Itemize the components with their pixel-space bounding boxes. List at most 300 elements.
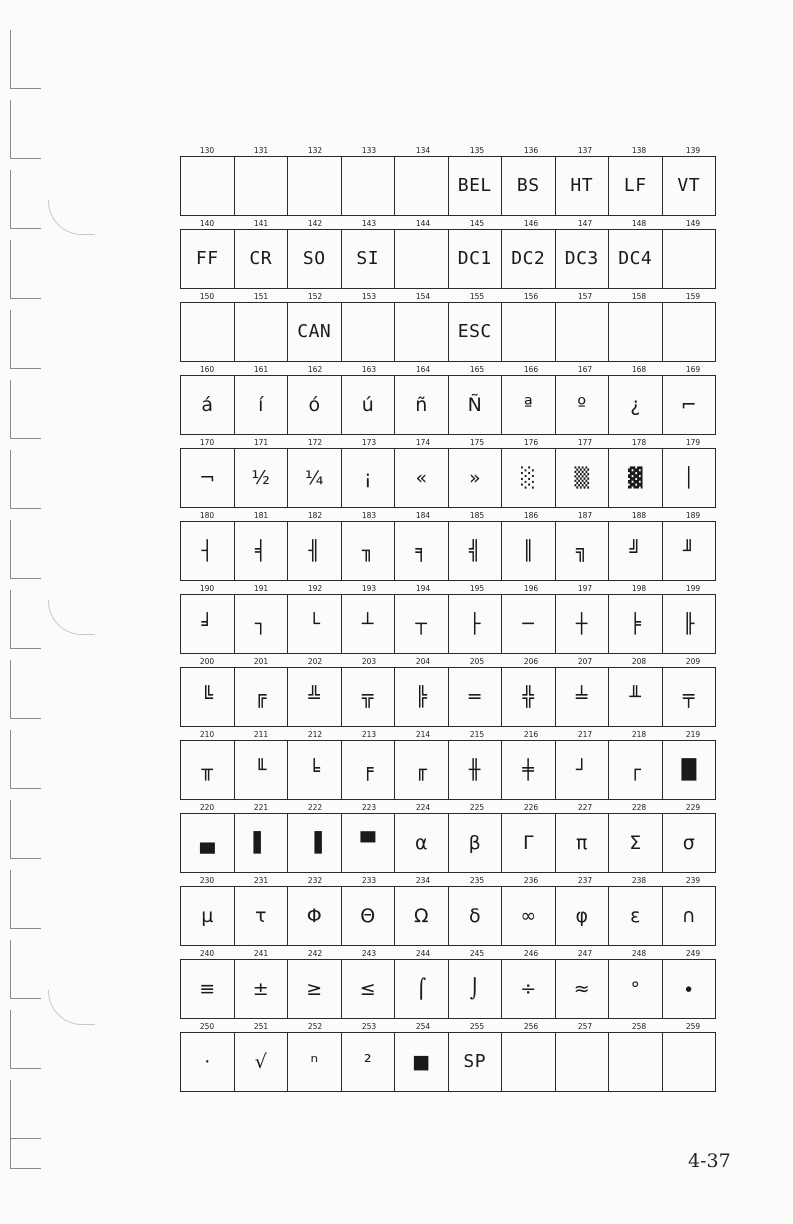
code-number: 145 [469,219,485,228]
character-cell [395,449,449,507]
character-cell [502,668,556,726]
character-cell [395,887,449,945]
character-cell [609,814,663,872]
character-cell [288,595,342,653]
character-cell [395,522,449,580]
character-glyph: ∙ [682,977,695,1000]
character-cell [342,668,396,726]
character-cell [235,157,289,215]
code-number: 191 [253,584,269,593]
code-group [180,291,722,364]
code-number: 131 [253,146,269,155]
code-group [180,364,722,437]
character-glyph: ▄ [199,831,215,854]
character-glyph: ⌐ [680,393,697,416]
code-number: 130 [199,146,215,155]
character-cell [288,303,342,361]
code-number: 177 [577,438,593,447]
character-glyph: ─ [522,612,534,635]
code-number: 246 [523,949,539,958]
code-number: 140 [199,219,215,228]
binder-hole [48,600,95,635]
character-cell [609,741,663,799]
code-number: 216 [523,730,539,739]
character-cell [556,303,610,361]
character-glyph: ╬ [522,685,534,708]
character-glyph: ≈ [573,977,590,1000]
index-tab [10,660,41,719]
code-number: 161 [253,365,269,374]
character-glyph: ⁿ [310,1050,319,1073]
character-glyph: τ [255,904,267,927]
code-number: 202 [307,657,323,666]
character-row [180,375,716,435]
character-glyph: ª [523,393,533,416]
code-number: 257 [577,1022,593,1031]
character-cell [181,814,235,872]
character-glyph: » [468,466,481,489]
code-number: 209 [685,657,701,666]
code-number: 136 [523,146,539,155]
character-cell [288,157,342,215]
character-cell [342,157,396,215]
character-cell [342,595,396,653]
character-glyph: DC1 [457,248,492,269]
character-glyph: CR [249,248,273,269]
code-number: 203 [361,657,377,666]
code-number: 206 [523,657,539,666]
code-number: 152 [307,292,323,301]
code-number: 253 [361,1022,377,1031]
character-cell [502,303,556,361]
character-cell [181,668,235,726]
code-number: 180 [199,511,215,520]
character-cell [181,449,235,507]
character-glyph: ± [252,977,269,1000]
code-number: 164 [415,365,431,374]
code-number: 225 [469,803,485,812]
character-cell [502,376,556,434]
character-cell [181,960,235,1018]
character-glyph: ╗ [576,539,588,562]
character-glyph: DC4 [618,248,653,269]
code-number: 149 [685,219,701,228]
character-cell [609,449,663,507]
character-cell [556,668,610,726]
character-cell [449,157,503,215]
character-glyph: ║ [522,539,534,562]
character-cell [502,449,556,507]
character-cell [663,668,717,726]
code-number: 258 [631,1022,647,1031]
character-glyph: CAN [297,321,332,342]
code-number: 135 [469,146,485,155]
code-group [180,729,722,802]
character-cell [342,449,396,507]
character-glyph: ÷ [520,977,537,1000]
character-cell [235,376,289,434]
character-cell [235,303,289,361]
code-group [180,218,722,291]
code-group [180,656,722,729]
character-glyph: ├ [469,612,481,635]
index-tab [10,30,41,89]
character-cell [502,157,556,215]
character-cell [235,595,289,653]
character-cell [449,741,503,799]
code-number: 230 [199,876,215,885]
character-cell [342,522,396,580]
code-number: 244 [415,949,431,958]
index-tab [10,730,41,789]
code-number: 220 [199,803,215,812]
code-number: 186 [523,511,539,520]
character-glyph: ╔ [255,685,267,708]
character-cell [342,230,396,288]
character-cell [663,230,717,288]
index-tab [10,800,41,859]
code-number: 241 [253,949,269,958]
character-glyph: δ [468,904,481,927]
character-glyph: ½ [251,466,270,489]
index-tab [10,380,41,439]
character-cell [663,595,717,653]
code-number: 173 [361,438,377,447]
code-number: 134 [415,146,431,155]
character-glyph: ñ [415,393,428,416]
code-number: 249 [685,949,701,958]
character-glyph: ┘ [576,758,588,781]
character-cell [663,157,717,215]
code-number: 251 [253,1022,269,1031]
character-glyph: ╫ [469,758,481,781]
character-glyph: ⌠ [416,977,427,1000]
code-number: 233 [361,876,377,885]
character-cell [663,376,717,434]
character-glyph: ≥ [306,977,323,1000]
character-cell [556,522,610,580]
code-number: 255 [469,1022,485,1031]
character-cell [235,814,289,872]
index-tabs [0,0,60,1224]
character-cell [235,887,289,945]
character-cell [609,376,663,434]
character-cell [395,1033,449,1091]
character-glyph: Σ [629,831,642,854]
character-cell [235,960,289,1018]
character-cell [502,814,556,872]
code-number: 150 [199,292,215,301]
character-cell [556,449,610,507]
character-cell [235,1033,289,1091]
character-glyph: ESC [457,321,492,342]
character-cell [288,814,342,872]
code-number: 188 [631,511,647,520]
character-glyph: ╩ [308,685,320,708]
character-cell [609,887,663,945]
character-glyph: Γ [522,831,534,854]
character-cell [609,522,663,580]
code-number: 250 [199,1022,215,1031]
code-number: 247 [577,949,593,958]
character-cell [181,595,235,653]
character-row [180,594,716,654]
character-glyph: VT [677,175,701,196]
character-glyph: ╪ [522,758,534,781]
code-number: 256 [523,1022,539,1031]
character-cell [342,303,396,361]
code-number: 236 [523,876,539,885]
code-number: 210 [199,730,215,739]
character-row [180,813,716,873]
character-cell [663,522,717,580]
character-cell [556,814,610,872]
code-number: 218 [631,730,647,739]
character-cell [288,230,342,288]
code-number: 248 [631,949,647,958]
character-glyph: φ [575,904,589,927]
character-cell [395,814,449,872]
code-number: 185 [469,511,485,520]
index-tab [10,870,41,929]
character-glyph: Θ [360,904,376,927]
character-glyph: HT [570,175,594,196]
character-cell [288,887,342,945]
code-number: 148 [631,219,647,228]
code-number: 254 [415,1022,431,1031]
code-number: 138 [631,146,647,155]
character-cell [449,376,503,434]
code-number: 167 [577,365,593,374]
character-glyph: ╦ [362,685,374,708]
code-group [180,875,722,948]
character-cell [556,960,610,1018]
binder-hole [48,200,95,235]
code-number: 192 [307,584,323,593]
code-number: 213 [361,730,377,739]
code-group [180,437,722,510]
code-number: 204 [415,657,431,666]
character-glyph: ┐ [255,612,267,635]
character-glyph: ¡ [363,466,372,489]
character-glyph: ╞ [629,612,641,635]
code-number: 207 [577,657,593,666]
index-tab [10,100,41,159]
character-cell [342,887,396,945]
binder-hole [48,990,95,1025]
character-glyph: Ñ [467,393,482,416]
character-cell [181,230,235,288]
character-glyph: Ω [413,904,429,927]
code-number: 215 [469,730,485,739]
code-number: 222 [307,803,323,812]
character-glyph: ┴ [362,612,374,635]
code-number: 137 [577,146,593,155]
character-cell [556,741,610,799]
character-cell [502,230,556,288]
code-number: 234 [415,876,431,885]
code-number: 198 [631,584,647,593]
code-number: 197 [577,584,593,593]
character-cell [181,522,235,580]
character-cell [235,741,289,799]
character-cell [449,595,503,653]
code-number: 146 [523,219,539,228]
character-row [180,740,716,800]
character-glyph: ╨ [629,685,641,708]
character-glyph: ╧ [576,685,588,708]
character-cell [449,522,503,580]
character-glyph: √ [254,1050,267,1073]
character-cell [181,741,235,799]
index-tab [10,240,41,299]
code-number: 214 [415,730,431,739]
code-number: 184 [415,511,431,520]
character-glyph: ╓ [415,758,427,781]
code-group [180,1021,722,1094]
index-tab [10,1110,41,1169]
character-glyph: ╡ [255,539,267,562]
character-cell [609,595,663,653]
code-number: 153 [361,292,377,301]
character-glyph: █ [681,758,697,781]
index-tab [10,170,41,229]
code-group [180,583,722,656]
character-cell [609,303,663,361]
code-number: 144 [415,219,431,228]
code-number: 169 [685,365,701,374]
character-glyph: ▓ [627,466,643,489]
code-number: 226 [523,803,539,812]
code-number: 155 [469,292,485,301]
code-number: 205 [469,657,485,666]
character-cell [181,303,235,361]
character-cell [502,960,556,1018]
code-number: 259 [685,1022,701,1031]
page-number: 4-37 [688,1150,731,1172]
character-cell [288,449,342,507]
character-cell [449,230,503,288]
character-cell [395,595,449,653]
character-glyph: ∩ [681,904,696,927]
character-glyph: ε [630,904,641,927]
code-number: 240 [199,949,215,958]
character-glyph: α [414,831,428,854]
character-row [180,229,716,289]
code-number: 156 [523,292,539,301]
character-glyph: ╣ [469,539,481,562]
index-tab [10,1010,41,1069]
character-glyph: ▐ [306,831,322,854]
character-glyph: ≤ [359,977,376,1000]
character-glyph: ▀ [360,831,376,854]
character-glyph: ╛ [201,612,213,635]
character-glyph: ┬ [415,612,427,635]
code-number: 199 [685,584,701,593]
character-cell [288,741,342,799]
code-number: 237 [577,876,593,885]
code-group [180,802,722,875]
character-glyph: ≡ [199,977,216,1000]
character-glyph: ╘ [308,758,320,781]
code-number: 163 [361,365,377,374]
character-glyph: ╢ [308,539,320,562]
character-cell [556,230,610,288]
character-row [180,886,716,946]
character-glyph: ¼ [305,466,324,489]
code-number: 172 [307,438,323,447]
character-glyph: ó [308,393,321,416]
character-cell [342,741,396,799]
character-cell [449,303,503,361]
character-cell [502,741,556,799]
code-number: 227 [577,803,593,812]
code-number: 224 [415,803,431,812]
code-number: 187 [577,511,593,520]
code-number: 242 [307,949,323,958]
code-number: 132 [307,146,323,155]
code-number: 181 [253,511,269,520]
character-cell [449,887,503,945]
code-number: 243 [361,949,377,958]
code-number: 193 [361,584,377,593]
character-glyph: FF [195,248,219,269]
code-number: 252 [307,1022,323,1031]
character-cell [502,595,556,653]
character-cell [342,376,396,434]
character-glyph: ═ [469,685,481,708]
code-number: 190 [199,584,215,593]
character-glyph: µ [201,904,214,927]
character-glyph: ╒ [362,758,374,781]
code-number: 133 [361,146,377,155]
code-number: 219 [685,730,701,739]
character-cell [342,814,396,872]
code-number: 228 [631,803,647,812]
code-number: 208 [631,657,647,666]
index-tab [10,520,41,579]
character-cell [288,1033,342,1091]
character-row [180,156,716,216]
character-row [180,448,716,508]
character-row [180,302,716,362]
character-cell [556,595,610,653]
character-glyph: DC2 [511,248,546,269]
code-number: 189 [685,511,701,520]
character-glyph: ⌡ [469,977,480,1000]
character-row [180,959,716,1019]
character-glyph: ² [363,1050,372,1073]
code-number: 168 [631,365,647,374]
index-tab [10,310,41,369]
character-glyph: ╜ [683,539,695,562]
character-cell [395,303,449,361]
character-glyph: « [415,466,428,489]
character-cell [663,814,717,872]
character-glyph: ╤ [683,685,695,708]
character-glyph: á [201,393,214,416]
character-cell [395,157,449,215]
code-number: 162 [307,365,323,374]
character-cell [502,1033,556,1091]
code-number: 179 [685,438,701,447]
code-number: 201 [253,657,269,666]
code-number: 165 [469,365,485,374]
character-cell [449,960,503,1018]
code-number: 221 [253,803,269,812]
character-glyph: ┼ [576,612,588,635]
character-glyph: SI [356,248,380,269]
